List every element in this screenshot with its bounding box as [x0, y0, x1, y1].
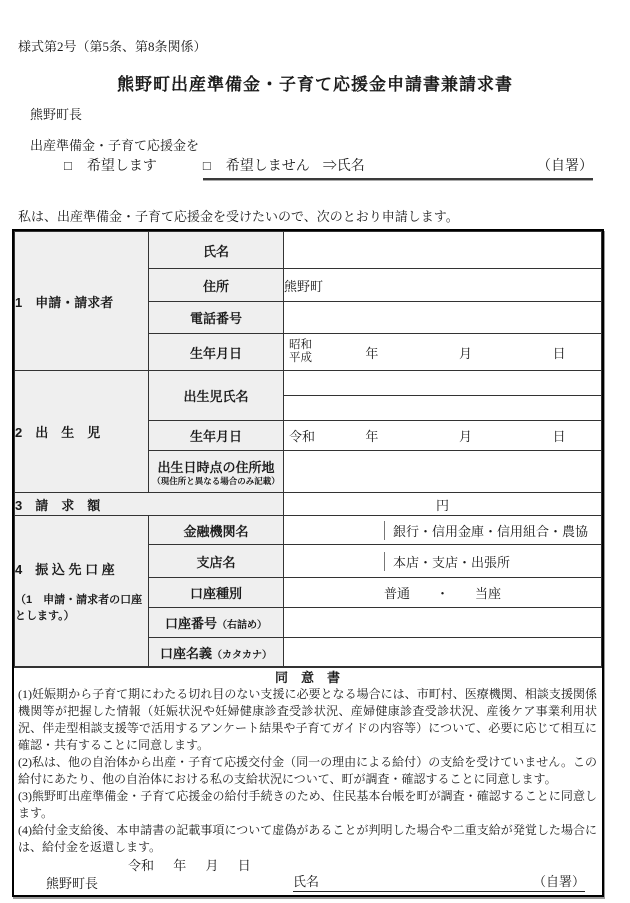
accept-checkbox-icon[interactable]: □ — [64, 158, 72, 173]
consent-item-3: (3)熊野町出産準備金・子育て応援金の給付手続きのため、住民基本台帳を町が調査・確認することに同意します。 — [18, 789, 597, 820]
section4-note: （1 申請・請求者の口座とします。） — [15, 593, 143, 622]
signature-line — [293, 874, 585, 892]
consent-date-month[interactable]: 月 — [205, 858, 219, 873]
applicant-name-label: 氏名 — [149, 232, 284, 269]
account-type-options[interactable]: 普通 ・ 当座 — [284, 578, 602, 608]
account-number-label: 口座番号（右詰め） — [149, 608, 284, 638]
consent-item-2: (2)私は、他の自治体から出産・子育て応援交付金（同一の理由による給付）の支給を受けていません。この給付にあたり、他の自治体における私の支給状況について、町が調査・確認することに同意します。 — [18, 755, 597, 786]
form-number: 様式第2号（第5条、第8条関係） — [18, 39, 207, 54]
child-name-label: 出生児氏名 — [149, 371, 284, 421]
wish-choice-row — [64, 155, 593, 180]
account-holder-label: 口座名義（カタカナ） — [149, 638, 284, 667]
lead-text: 出産準備金・子育て応援金を — [30, 138, 200, 153]
decline-signature-note: （自署） — [537, 159, 593, 174]
child-dob-input[interactable] — [284, 421, 602, 451]
applicant-phone-label: 電話番号 — [149, 302, 284, 334]
mayor-label: 熊野町長 — [46, 876, 99, 891]
section2-header: 2 出 生 児 — [15, 371, 149, 493]
account-holder-input[interactable] — [284, 638, 602, 667]
applicant-name-input[interactable] — [284, 232, 602, 269]
child-birth-address-note: （現住所と異なる場合のみ記載） — [152, 475, 280, 486]
child-name-input-2[interactable] — [284, 396, 602, 421]
applicant-address-input[interactable]: 熊野町 — [284, 269, 602, 302]
accept-label: 希望します — [86, 159, 157, 174]
branch-name-input[interactable] — [284, 552, 385, 571]
applicant-phone-input[interactable] — [284, 302, 602, 334]
child-birth-address-label: 出生日時点の住所地 （現住所と異なる場合のみ記載） — [149, 451, 284, 493]
account-holder-note: （カタカナ） — [212, 649, 272, 661]
child-dob-day-label: 日 — [552, 429, 566, 444]
child-dob-label: 生年月日 — [149, 421, 284, 451]
branch-type-options: 本店・支店・出張所 — [393, 554, 511, 570]
decline-label: 希望しません — [225, 159, 310, 174]
applicant-dob-day-label: 日 — [552, 345, 566, 361]
consent-date-row — [128, 857, 597, 874]
signature-name-label: 氏名 — [293, 874, 320, 889]
addressee-label: 熊野町長 — [30, 107, 83, 122]
bank-name-input[interactable] — [284, 521, 385, 540]
signature-note: （自署） — [532, 874, 585, 889]
consent-date-era: 令和 — [128, 858, 155, 873]
applicant-dob-input[interactable] — [284, 334, 602, 371]
child-birth-address-input[interactable] — [284, 451, 602, 493]
child-dob-year-label: 年 — [365, 429, 379, 444]
page-title: 熊野町出産準備金・子育て応援金申請書兼請求書 — [117, 75, 513, 94]
branch-name-label: 支店名 — [149, 545, 284, 578]
applicant-dob-month-label: 月 — [459, 345, 473, 361]
child-name-input-1[interactable] — [284, 371, 602, 396]
bank-type-options: 銀行・信用金庫・信用組合・農協 — [393, 523, 589, 539]
claim-unit-label: 円 — [435, 497, 449, 513]
consent-signature-row — [18, 874, 597, 895]
section4-header — [15, 516, 149, 667]
consent-date-year[interactable]: 年 — [173, 858, 187, 873]
bank-name-label: 金融機関名 — [149, 516, 284, 545]
application-table — [12, 229, 604, 897]
consent-section — [14, 667, 602, 895]
section3-header: 3 請 求 額 — [15, 493, 284, 516]
claim-amount-input[interactable] — [284, 493, 602, 516]
applicant-address-label: 住所 — [149, 269, 284, 302]
decline-name-label: ⇒氏名 — [322, 159, 365, 174]
account-number-note: （右詰め） — [217, 620, 267, 631]
child-dob-month-label: 月 — [459, 429, 473, 444]
section1-header: 1 申請・請求者 — [15, 232, 149, 371]
consent-date-day[interactable]: 日 — [237, 858, 251, 873]
applicant-dob-label: 生年月日 — [149, 334, 284, 371]
account-type-label: 口座種別 — [149, 578, 284, 608]
applicant-era-label: 昭和 平成 — [289, 339, 312, 364]
decline-group — [203, 155, 593, 180]
consent-item-1: (1)妊娠期から子育て期にわたる切れ目のない支援に必要となる場合には、市町村、医療機関、相談支援関係機関等が把握した情報（妊娠状況や妊婦健康診査受診状況、産婦健康診査受診状況、産後ケア事業利用状況、伴走型相談支援等で活用するアンケート結果や子育てガイドの内容等）について、必要に応じて相互に確認・共有することに同意します。 — [18, 687, 597, 752]
declaration-text: 私は、出産準備金・子育て応援金を受けたいので、次のとおり申請します。 — [18, 209, 459, 224]
consent-item-4: (4)給付金支給後、本申請書の記載事項について虚偽があることが判明した場合や二重支給が発覚した場合には、給付金を返還します。 — [18, 823, 597, 854]
consent-title: 同 意 書 — [274, 670, 340, 685]
applicant-dob-year-label: 年 — [365, 345, 379, 361]
child-era-label: 令和 — [289, 429, 316, 444]
decline-checkbox-icon[interactable]: □ — [202, 158, 211, 173]
section4-title: 4 振 込 先 口 座 — [15, 561, 115, 577]
